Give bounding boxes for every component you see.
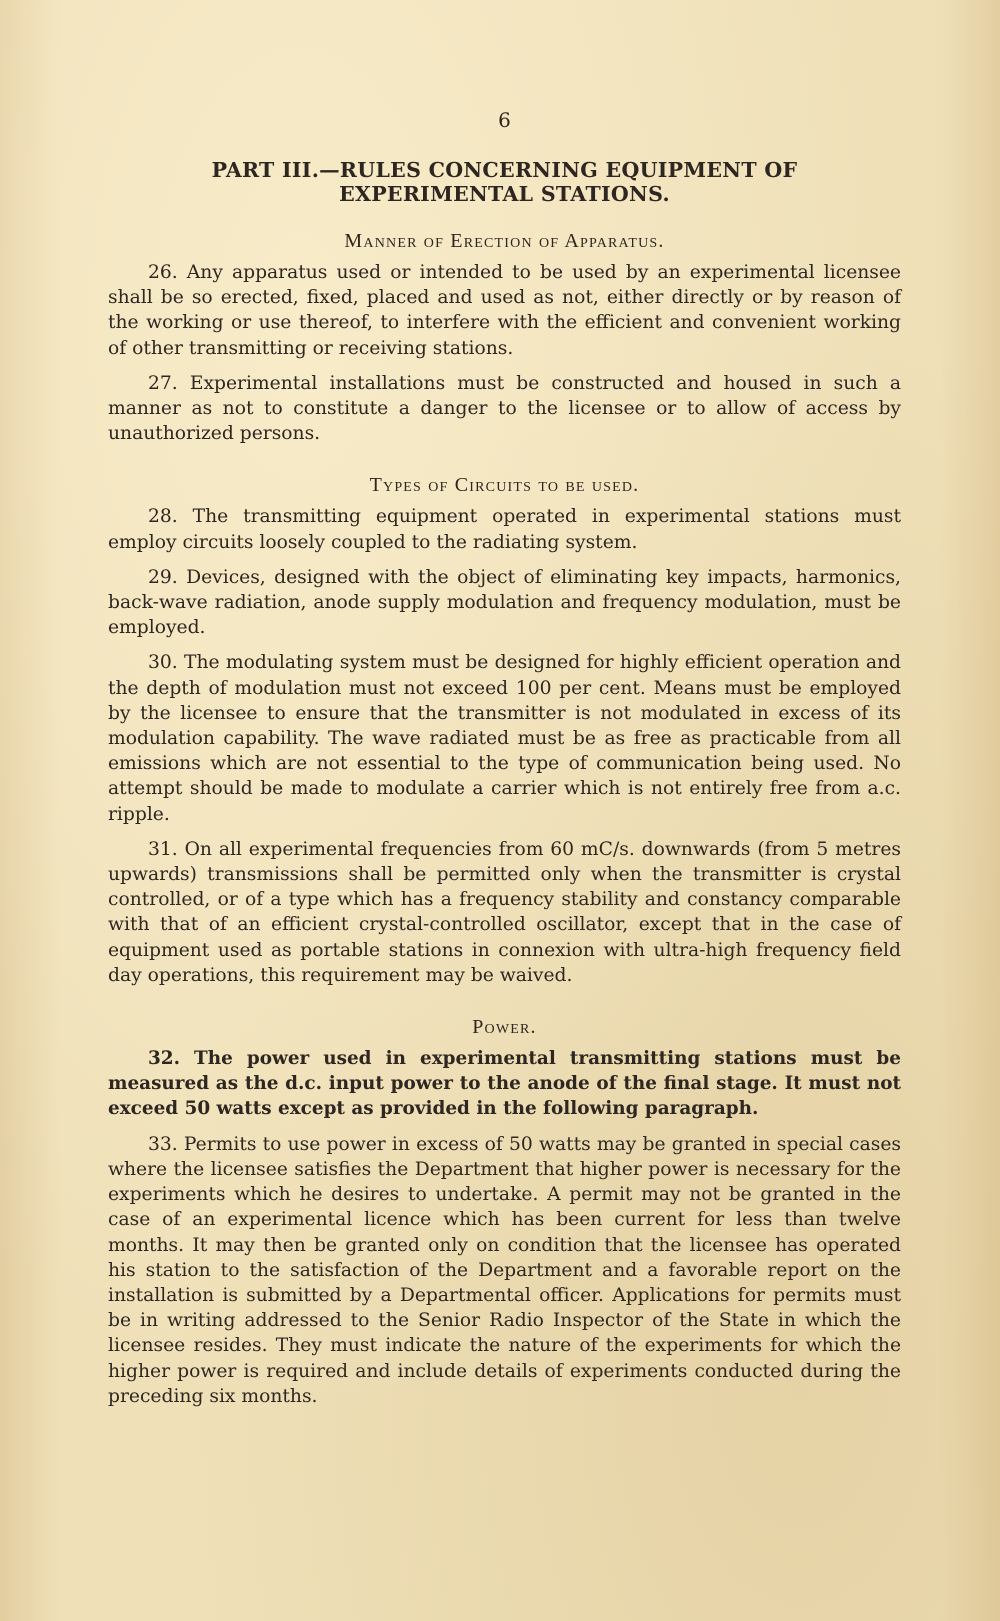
- page-number: 6: [498, 108, 511, 132]
- paragraph-29: 29. Devices, designed with the object of eliminating key impacts, harmonics, back-wave radiation, anode supply modulation and frequency modulation, must be employed.: [108, 566, 901, 639]
- paragraph-31: 31. On all experimental frequencies from 60 mC/s. downwards (from 5 metres upwards) transmissions shall be permitted only when the transmitter is crystal controlled, or of a type which has a frequency stability and constancy comparable with that of an efficient crystal-controlled oscillator, except that in the case of equipment used as portable stations in connexion with ultra-high frequency field day operations, this requirement may be waived.: [108, 838, 901, 986]
- part-title: [108, 158, 901, 206]
- paragraph-30: 30. The modulating system must be designed for highly efficient operation and the depth of modulation must not exceed 100 per cent. Means must be employed by the licensee to ensure that the transmitter is not modulated in excess of its modulation capability. The wave radiated must be as free as practicable from all emissions which are not essential to the type of communication being used. No attempt should be made to modulate a carrier which is not entirely free from a.c. ripple.: [108, 652, 901, 825]
- section-heading-erection: Manner of Erection of Apparatus.: [344, 230, 665, 252]
- section-heading-power: Power.: [472, 1016, 537, 1039]
- document-page: [108, 108, 901, 1419]
- part-title-line-2: EXPERIMENTAL STATIONS.: [339, 182, 670, 206]
- part-title-line-1: PART III.—RULES CONCERNING EQUIPMENT OF: [211, 158, 798, 182]
- paragraph-28: 28. The transmitting equipment operated in experimental stations must employ circuits loosely coupled to the radiating system.: [108, 506, 901, 553]
- paragraph-26: 26. Any apparatus used or intended to be used by an experimental licensee shall be so erected, fixed, placed and used as not, either directly or by reason of the working or use thereof, to interfere with the efficient and convenient working of other transmitting or receiving stations.: [108, 262, 901, 359]
- paragraph-27: 27. Experimental installations must be constructed and housed in such a manner as not to constitute a danger to the licensee or to allow of access by unauthorized persons.: [108, 372, 901, 445]
- paragraph-33: 33. Permits to use power in excess of 50 watts may be granted in special cases where the licensee satisfies the Department that higher power is necessary for the experiments which he desires to undertake. A permit may not be granted in the case of an experimental licence which has been current for less than twelve months. It may then be granted only on condition that the licensee has operated his station to the satisfaction of the Department and a favorable report on the installation is submitted by a Departmental officer. Applications for permits must be in writing addressed to the Senior Radio Inspector of the State in which the licensee resides. They must indicate the nature of the experiments for which the higher power is required and include details of experiments conducted during the preceding six months.: [108, 1133, 901, 1407]
- paragraph-32: 32. The power used in experimental transmitting stations must be measured as the d.c. input power to the anode of the final stage. It must not exceed 50 watts except as provided in the following paragraph.: [108, 1048, 901, 1120]
- section-heading-circuits: Types of Circuits to be used.: [369, 474, 640, 497]
